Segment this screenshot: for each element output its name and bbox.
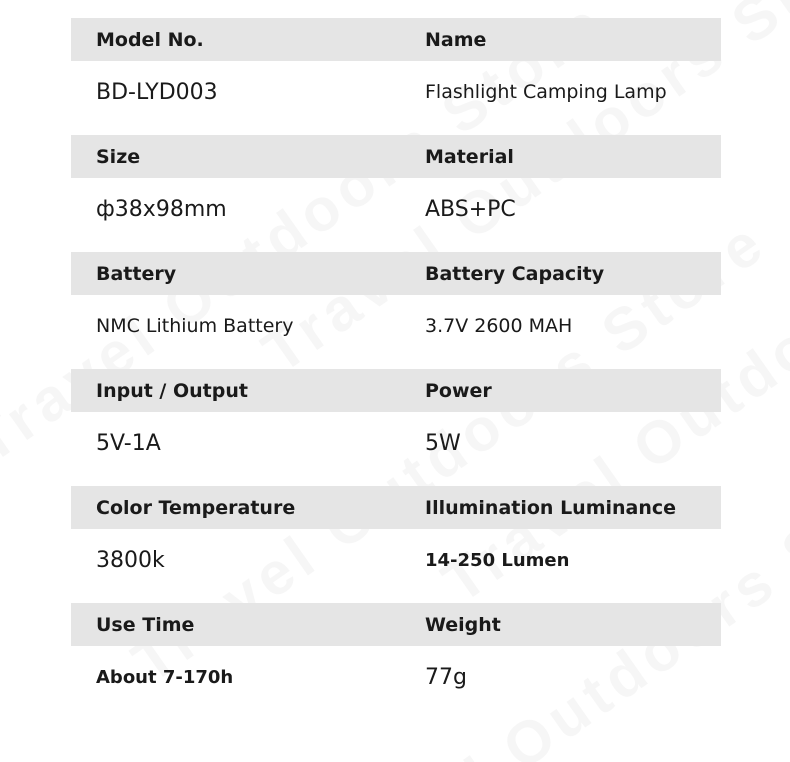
spec-label: Name [425, 28, 487, 51]
spec-value: BD-LYD003 [96, 79, 218, 105]
spec-label: Input / Output [96, 379, 248, 402]
spec-block [71, 486, 721, 603]
spec-value-row [71, 61, 721, 123]
spec-header-row [71, 135, 721, 178]
spec-block [71, 252, 721, 369]
spec-label: Color Temperature [96, 496, 296, 519]
spec-block [71, 18, 721, 135]
spec-value: Flashlight Camping Lamp [425, 81, 667, 103]
spec-value: ABS+PC [425, 196, 516, 222]
spec-header-row [71, 18, 721, 61]
spec-value-row [71, 646, 721, 708]
spec-value: About 7-170h [96, 666, 234, 688]
spec-table [71, 18, 721, 720]
spec-value-row [71, 529, 721, 591]
spec-block [71, 369, 721, 486]
spec-header-row [71, 486, 721, 529]
spec-value: 5V-1A [96, 430, 161, 456]
spec-value-row [71, 412, 721, 474]
spec-value: ф38x98mm [96, 196, 227, 222]
spec-label: Use Time [96, 613, 195, 636]
spec-label: Model No. [96, 28, 204, 51]
spec-label: Size [96, 145, 141, 168]
spec-value-row [71, 178, 721, 240]
spec-header-row [71, 252, 721, 295]
spec-value: 5W [425, 430, 461, 456]
spec-block [71, 135, 721, 252]
spec-label: Power [425, 379, 492, 402]
spec-label: Illumination Luminance [425, 496, 677, 519]
spec-header-row [71, 369, 721, 412]
spec-value: 3800k [96, 547, 165, 573]
spec-value-row [71, 295, 721, 357]
spec-value: 3.7V 2600 MAH [425, 315, 573, 337]
spec-label: Battery [96, 262, 177, 285]
spec-label: Material [425, 145, 514, 168]
spec-label: Weight [425, 613, 501, 636]
spec-value: 77g [425, 664, 467, 690]
spec-label: Battery Capacity [425, 262, 605, 285]
spec-value: 14-250 Lumen [425, 549, 570, 571]
spec-value: NMC Lithium Battery [96, 315, 294, 337]
spec-header-row [71, 603, 721, 646]
spec-block [71, 603, 721, 720]
